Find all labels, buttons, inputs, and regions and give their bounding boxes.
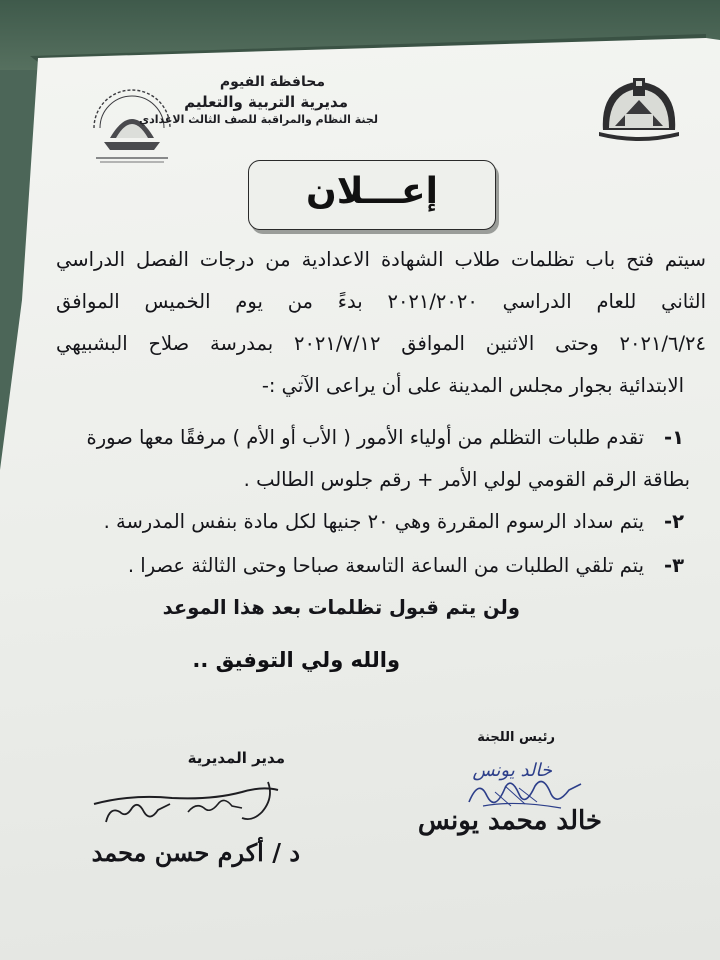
committee-head-title: رئيس اللجنة: [477, 730, 555, 745]
body-line-4: الابتدائية بجوار مجلس المدينة على أن يراعى الآتي :-: [261, 374, 684, 397]
directorate-head-signature-icon: [92, 778, 282, 828]
committee-head-handwritten: خالد يونس: [472, 760, 552, 781]
item-3-line-1: يتم تلقي الطلبات من الساعة التاسعة صباحا وحتى الثالثة عصرا .: [127, 554, 644, 577]
item-2-number: ٢-: [664, 510, 684, 533]
announcement-title: إعـــلان: [306, 171, 438, 212]
item-1-number: ١-: [664, 426, 684, 449]
announcement-title-box: [248, 160, 496, 230]
header-committee: لجنة النظام والمراقبة للصف الثالث الاعدادي: [139, 113, 378, 126]
body-line-3: ٢٠٢١/٦/٢٤ وحتى الاثنين الموافق ٢٠٢١/٧/١٢ بمدرسة صلاح البشبيهي: [56, 332, 706, 355]
item-1-line-1: تقدم طلبات التظلم من أولياء الأمور ( الأب أو الأم ) مرفقًا معها صورة: [86, 426, 644, 449]
closing-phrase: والله ولي التوفيق ..: [192, 648, 400, 672]
header-governorate: محافظة الفيوم: [219, 74, 325, 90]
ministry-emblem-icon: [595, 70, 683, 142]
directorate-head-title: مدير المديرية: [187, 749, 285, 767]
deadline-note: ولن يتم قبول تظلمات بعد هذا الموعد: [162, 596, 520, 619]
header-directorate: مديرية التربية والتعليم: [184, 93, 348, 111]
body-line-2: الثاني للعام الدراسي ٢٠٢١/٢٠٢٠ بدءً من يوم الخميس الموافق: [56, 290, 706, 313]
item-1-line-2: بطاقة الرقم القومي لولي الأمر + رقم جلوس الطالب .: [243, 468, 690, 491]
item-3-number: ٣-: [664, 554, 684, 577]
body-line-1: سيتم فتح باب تظلمات طلاب الشهادة الاعدادية من درجات الفصل الدراسي: [56, 248, 706, 271]
directorate-head-name: د / أكرم حسن محمد: [91, 838, 300, 867]
item-2-line-1: يتم سداد الرسوم المقررة وهي ٢٠ جنيها لكل مادة بنفس المدرسة .: [103, 510, 644, 533]
committee-head-name: خالد محمد يونس: [417, 806, 602, 836]
